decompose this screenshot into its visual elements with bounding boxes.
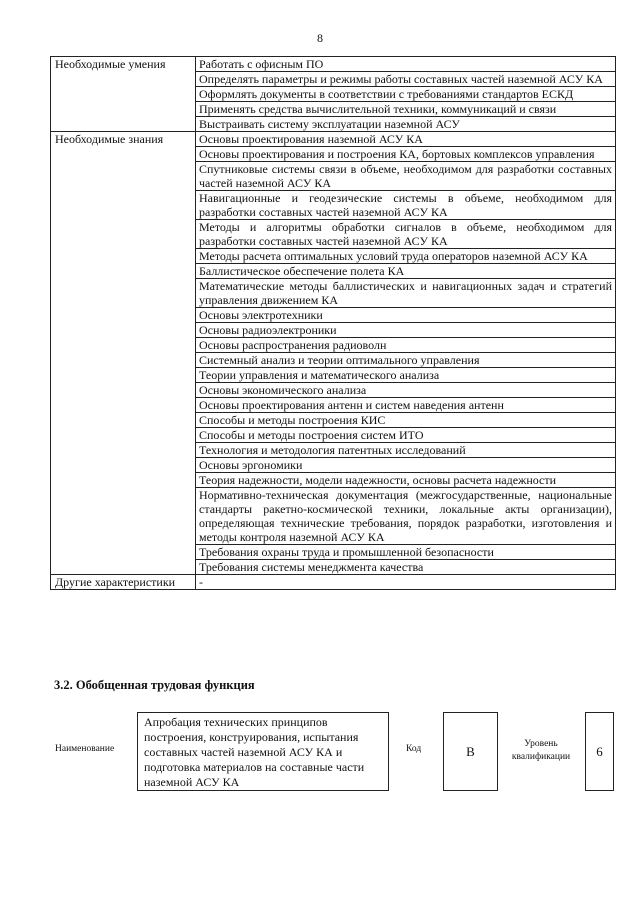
knowledge-item: Основы эргономики: [196, 458, 616, 473]
knowledge-item: Требования системы менеджмента качества: [196, 560, 616, 575]
page-number: 8: [317, 31, 323, 45]
qualification-level-label: Уровень квалификации: [511, 739, 571, 762]
other-label: Другие характеристики: [51, 575, 196, 590]
code-label: Код: [406, 744, 422, 754]
knowledge-item: Теории управления и математического анализа: [196, 368, 616, 383]
knowledge-item: Основы проектирования антенн и систем наведения антенн: [196, 398, 616, 413]
table-row: [51, 575, 616, 590]
other-value: -: [196, 575, 616, 590]
table-row: [51, 132, 616, 147]
skills-item: Работать с офисным ПО: [196, 57, 616, 72]
requirements-table-body: [51, 57, 616, 590]
knowledge-item: Теория надежности, модели надежности, основы расчета надежности: [196, 473, 616, 488]
knowledge-item: Основы распространения радиоволн: [196, 338, 616, 353]
knowledge-item: Основы радиоэлектроники: [196, 323, 616, 338]
knowledge-item: Спутниковые системы связи в объеме, необходимом для разработки составных частей наземной АСУ КА: [196, 162, 616, 191]
knowledge-item: Методы и алгоритмы обработки сигналов в объеме, необходимом для разработки составных частей наземной АСУ КА: [196, 220, 616, 249]
qualification-level-value: 6: [585, 712, 614, 791]
knowledge-item: Требования охраны труда и промышленной безопасности: [196, 545, 616, 560]
knowledge-item: Методы расчета оптимальных условий труда операторов наземной АСУ КА: [196, 249, 616, 264]
knowledge-item: Основы электротехники: [196, 308, 616, 323]
skills-item: Определять параметры и режимы работы составных частей наземной АСУ КА: [196, 72, 616, 87]
knowledge-item: Основы проектирования наземной АСУ КА: [196, 132, 616, 147]
skills-label: Необходимые умения: [51, 57, 196, 132]
knowledge-label: Необходимые знания: [51, 132, 196, 575]
knowledge-item: Основы проектирования и построения КА, бортовых комплексов управления: [196, 147, 616, 162]
table-row: [51, 57, 616, 72]
knowledge-item: Математические методы баллистических и навигационных задач и стратегий управления движением КА: [196, 279, 616, 308]
skills-item: Применять средства вычислительной техники, коммуникаций и связи: [196, 102, 616, 117]
skills-item: Оформлять документы в соответствии с требованиями стандартов ЕСКД: [196, 87, 616, 102]
knowledge-item: Основы экономического анализа: [196, 383, 616, 398]
name-label: Наименование: [55, 744, 115, 754]
skills-item: Выстраивать систему эксплуатации наземной АСУ: [196, 117, 616, 132]
requirements-table: [50, 56, 616, 590]
knowledge-item: Технология и методология патентных исследований: [196, 443, 616, 458]
section-title: 3.2. Обобщенная трудовая функция: [54, 678, 255, 692]
knowledge-item: Нормативно-техническая документация (межгосударственные, национальные стандарты ракетно-космической техники, локальные акты организации), определяющая технические требования, порядок разработки, изготовления и методы контроля наземной АСУ КА: [196, 488, 616, 545]
knowledge-item: Баллистическое обеспечение полета КА: [196, 264, 616, 279]
knowledge-item: Способы и методы построения систем ИТО: [196, 428, 616, 443]
knowledge-item: Системный анализ и теории оптимального управления: [196, 353, 616, 368]
knowledge-item: Способы и методы построения КИС: [196, 413, 616, 428]
labor-function-name: Апробация технических принципов построения, конструирования, испытания составных частей наземной АСУ КА и подготовка материалов на составные части наземной АСУ КА: [137, 712, 389, 791]
knowledge-item: Навигационные и геодезические системы в объеме, необходимом для разработки составных частей наземной АСУ КА: [196, 191, 616, 220]
code-value: B: [443, 712, 498, 791]
